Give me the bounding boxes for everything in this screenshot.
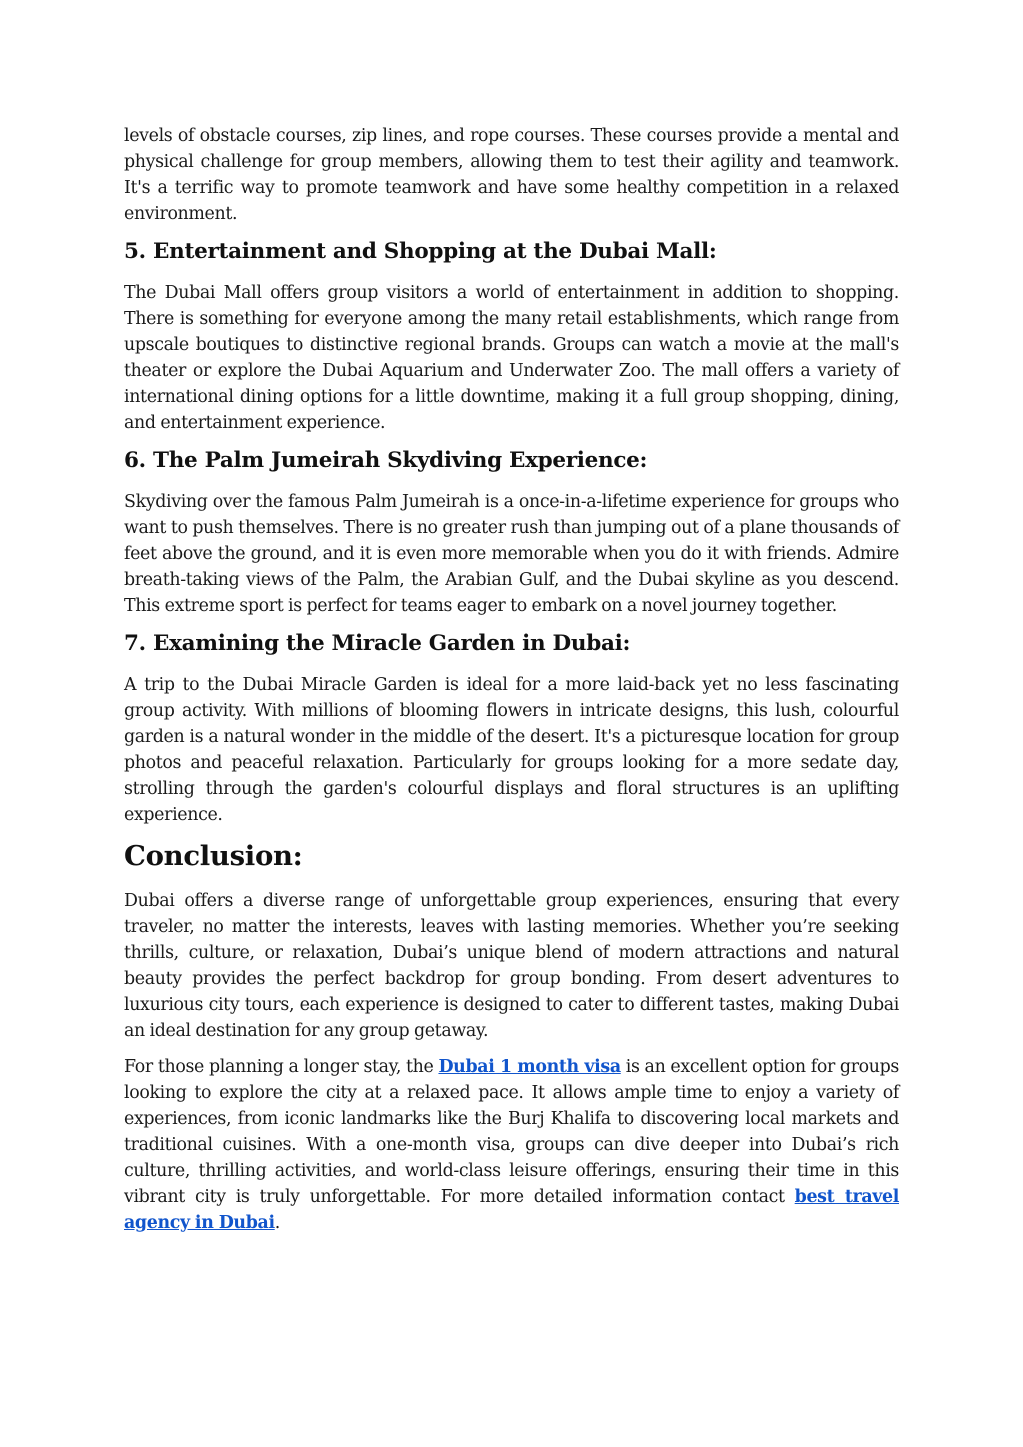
conclusion-paragraph-2 [124,1054,899,1236]
conclusion-heading: Conclusion: [124,840,303,872]
section-7-heading: 7. Examining the Miracle Garden in Dubai: [124,631,631,656]
paragraph-2-text-end: . [274,1213,280,1233]
section-5-body: The Dubai Mall offers group visitors a world of entertainment in addition to shopping. There is something for everyone among the many retail establishments, which range from upscale boutiques to distinctive regional brands. Groups can watch a movie at the mall's theater or explore the Dubai Aquarium and Underwater Zoo. The mall offers a variety of international dining options for a little downtime, making it a full group shopping, dining, and entertainment experience. [124,283,899,433]
dubai-1-month-visa-link[interactable]: Dubai 1 month visa [438,1057,621,1077]
section-6-heading: 6. The Palm Jumeirah Skydiving Experience: [124,448,648,473]
paragraph-2-text-middle: is an excellent option for groups looking to explore the city at a relaxed pace. It allows ample time to enjoy a variety of experiences, from iconic landmarks like the Burj Khalifa to discovering local markets and traditional cuisines. With a one-month visa, groups can dive deeper into Dubai’s rich culture, thrilling activities, and world-class leisure offerings, ensuring their time in this vibrant city is truly unforgettable. For more detailed information contact [124,1057,899,1207]
document-page [124,123,899,1246]
section-7-body: A trip to the Dubai Miracle Garden is ideal for a more laid-back yet no less fascinating group activity. With millions of blooming flowers in intricate designs, this lush, colourful garden is a natural wonder in the middle of the desert. It's a picturesque location for group photos and peaceful relaxation. Particularly for groups looking for a more sedate day, strolling through the garden's colourful displays and floral structures is an uplifting experience. [124,675,899,825]
section-6-body: Skydiving over the famous Palm Jumeirah is a once-in-a-lifetime experience for groups who want to push themselves. There is no greater rush than jumping out of a plane thousands of feet above the ground, and it is even more memorable when you do it with friends. Admire breath-taking views of the Palm, the Arabian Gulf, and the Dubai skyline as you descend. This extreme sport is perfect for teams eager to embark on a novel journey together. [124,492,899,616]
intro-paragraph: levels of obstacle courses, zip lines, and rope courses. These courses provide a mental and physical challenge for group members, allowing them to test their agility and teamwork. It's a terrific way to promote teamwork and have some healthy competition in a relaxed environment. [124,126,899,224]
section-5-heading: 5. Entertainment and Shopping at the Dubai Mall: [124,239,717,264]
conclusion-paragraph-1: Dubai offers a diverse range of unforgettable group experiences, ensuring that every traveler, no matter the interests, leaves with lasting memories. Whether you’re seeking thrills, culture, or relaxation, Dubai’s unique blend of modern attractions and natural beauty provides the perfect backdrop for group bonding. From desert adventures to luxurious city tours, each experience is designed to cater to different tastes, making Dubai an ideal destination for any group getaway. [124,891,899,1041]
paragraph-2-text-start: For those planning a longer stay, the [124,1057,439,1077]
best-travel-agency-link[interactable]: best travel agency in Dubai [124,1187,899,1233]
